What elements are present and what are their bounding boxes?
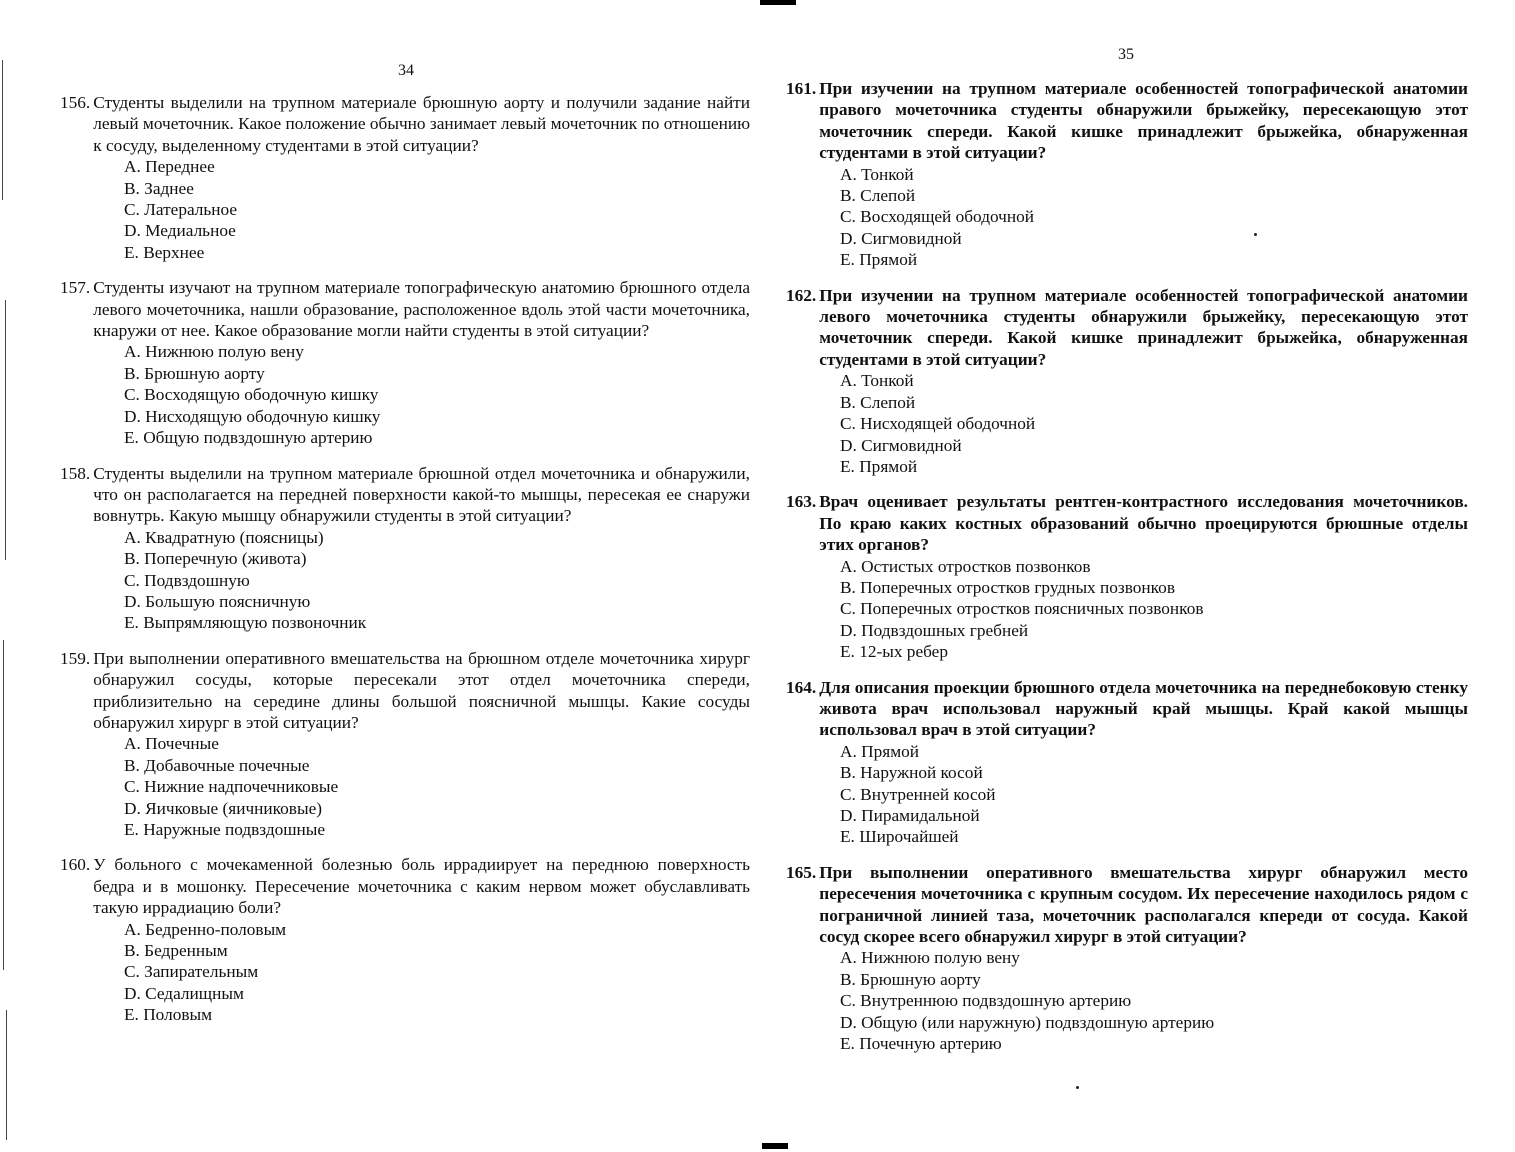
question-text: Студенты выделили на трупном материале брюшной отдел мочеточника и обнаружили, что он располагается на передней поверхности какой-то мышцы, пересекая ее снаружи вовнутрь. Какую мышцу обнаружили студенты в этой ситуации? [93, 463, 750, 526]
question-160 [60, 854, 750, 1025]
answer-option: D. Сигмовидной [840, 228, 962, 248]
question-number: 163. [786, 492, 817, 512]
question-number: 157. [60, 278, 91, 298]
answer-option: B. Слепой [840, 186, 916, 206]
answer-option: C. Нисходящей ободочной [840, 414, 1036, 434]
question-158 [60, 463, 750, 634]
question-text: При выполнении оперативного вмешательства на брюшном отделе мочеточника хирург обнаружил сосуды, которые пересекали этот отдел мочеточника спереди, приблизительно на середине длины большой поясничной мышцы. Какие сосуды обнаружил хирург в этой ситуации? [93, 648, 750, 732]
answer-option: E. Половым [124, 1005, 213, 1025]
question-164 [786, 677, 1468, 848]
answer-option: B. Поперечную (живота) [124, 549, 307, 569]
page-number: 35 [1118, 46, 1134, 63]
answer-option: C. Внутренней косой [840, 784, 996, 804]
question-163 [786, 491, 1468, 662]
question-162 [786, 285, 1468, 478]
answer-option: A. Тонкой [840, 164, 914, 184]
answer-option: B. Брюшную аорту [840, 969, 981, 989]
answer-option: D. Общую (или наружную) подвздошную артерию [840, 1012, 1215, 1032]
question-text: При изучении на трупном материале особенностей топографической анатомии правого мочеточника студенты обнаружили брыжейку, пересекающую этот мочеточник спереди. Какой кишке принадлежит брыжейка, обнаруженная студентами в этой ситуации? [819, 79, 1468, 163]
question-157 [60, 277, 750, 448]
answer-option: A. Переднее [124, 157, 215, 177]
scan-edge-line [2, 60, 3, 200]
answer-option: C. Нижние надпочечниковые [124, 777, 339, 797]
answer-option: A. Квадратную (поясницы) [124, 527, 324, 547]
answer-option: D. Пирамидальной [840, 806, 980, 825]
answer-option: A. Остистых отростков позвонков [840, 556, 1091, 576]
answer-list [60, 341, 750, 448]
answer-option: D. Яичковые (яичниковые) [124, 798, 322, 818]
question-text: Студенты выделили на трупном материале брюшную аорту и получили задание найти левый мочеточник. Какое положение обычно занимает левый мочеточник по отношению к сосуду, выделенному студентами в этой ситуации? [93, 93, 750, 155]
question-161 [786, 78, 1468, 271]
answer-list [60, 919, 750, 1026]
scan-edge-line [6, 1010, 7, 1140]
answer-option: B. Наружной косой [840, 763, 983, 783]
answer-option: D. Сигмовидной [840, 435, 962, 455]
answer-option: D. Большую поясничную [124, 591, 311, 611]
question-165 [786, 862, 1468, 1055]
answer-option: E. Наружные подвздошные [124, 820, 326, 839]
answer-option: D. Подвздошных гребней [840, 620, 1029, 640]
question-number: 159. [60, 648, 91, 668]
answer-list [786, 370, 1468, 477]
answer-list [786, 164, 1468, 271]
answer-option: C. Подвздошную [124, 570, 250, 590]
answer-option: A. Нижнюю полую вену [840, 948, 1020, 968]
page-number: 34 [398, 62, 414, 79]
answer-option: D. Седалищным [124, 983, 244, 1003]
answer-option: A. Почечные [124, 734, 219, 754]
answer-option: A. Бедренно-половым [124, 919, 287, 939]
answer-option: D. Медиальное [124, 221, 236, 241]
answer-option: B. Брюшную аорту [124, 363, 265, 383]
question-number: 161. [786, 79, 817, 98]
question-text: Врач оценивает результаты рентген-контрастного исследования мочеточников. По краю каких костных образований обычно проецируются брюшные отделы этих органов? [819, 492, 1468, 555]
answer-option: E. Общую подвздошную артерию [124, 428, 373, 448]
answer-list [60, 733, 750, 840]
answer-option: A. Нижнюю полую вену [124, 342, 304, 362]
question-list [786, 78, 1468, 1068]
question-156 [60, 92, 750, 263]
scan-edge-line [5, 300, 6, 560]
question-number: 165. [786, 862, 817, 882]
question-text: Студенты изучают на трупном материале топографическую анатомию брюшного отдела левого мочеточника, нашли образование, расположенное вдоль этой части мочеточника, кнаружи от нее. Какое образование могли найти студенты в этой ситуации? [93, 278, 750, 341]
answer-option: C. Внутреннюю подвздошную артерию [840, 991, 1132, 1011]
question-number: 164. [786, 677, 817, 697]
scan-mark-top [760, 0, 796, 5]
answer-option: B. Поперечных отростков грудных позвонков [840, 577, 1175, 597]
answer-option: C. Латеральное [124, 200, 238, 220]
answer-option: E. Почечную артерию [840, 1034, 1002, 1054]
question-number: 162. [786, 285, 817, 305]
answer-option: E. Прямой [840, 456, 918, 476]
answer-list [60, 156, 750, 263]
question-list [60, 92, 750, 1040]
answer-option: A. Тонкой [840, 371, 914, 391]
scan-speck [1076, 1086, 1079, 1089]
answer-option: C. Восходящую ободочную кишку [124, 385, 379, 405]
question-number: 156. [60, 93, 91, 112]
answer-option: E. Широчайшей [840, 827, 959, 847]
scan-mark-bottom [762, 1143, 788, 1149]
answer-option: E. Прямой [840, 250, 918, 270]
question-text: У больного с мочекаменной болезнью боль иррадиирует на переднюю поверхность бедра и в мошонку. Пересечение мочеточника с каким нервом может обуславливать такую иррадиацию боли? [93, 855, 750, 918]
scan-edge-line [3, 640, 4, 970]
answer-option: A. Прямой [840, 741, 920, 761]
answer-list [786, 741, 1468, 848]
question-text: При изучении на трупном материале особенностей топографической анатомии левого мочеточника студенты обнаружили брыжейку, пересекающую этот мочеточник спереди. Какой кишке принадлежит брыжейка, обнаруженная студентами в этой ситуации? [819, 285, 1468, 369]
answer-option: E. Верхнее [124, 242, 205, 262]
answer-option: B. Слепой [840, 392, 916, 412]
answer-option: B. Заднее [124, 178, 194, 198]
answer-option: E. Выпрямляющую позвоночник [124, 613, 367, 633]
answer-option: C. Запирательным [124, 962, 259, 982]
question-text: Для описания проекции брюшного отдела мочеточника на переднебоковую стенку живота врач использовал наружный край мышцы. Край какой мышцы использовал врач в этой ситуации? [819, 677, 1468, 740]
answer-option: B. Добавочные почечные [124, 755, 310, 775]
answer-list [786, 556, 1468, 663]
answer-option: E. 12-ых ребер [840, 642, 948, 662]
question-159 [60, 648, 750, 841]
question-number: 158. [60, 463, 91, 483]
answer-option: B. Бедренным [124, 941, 228, 961]
answer-list [786, 947, 1468, 1054]
answer-list [60, 527, 750, 634]
answer-option: D. Нисходящую ободочную кишку [124, 406, 381, 426]
answer-option: C. Восходящей ободочной [840, 207, 1035, 227]
answer-option: C. Поперечных отростков поясничных позвонков [840, 599, 1204, 619]
question-number: 160. [60, 855, 91, 875]
question-text: При выполнении оперативного вмешательства хирург обнаружил место пересечения мочеточника с крупным сосудом. Их пересечение находилось рядом с пограничной линией таза, мочеточник располагался кпереди от сосуда. Какой сосуд скорее всего обнаружил хирург в этой ситуации? [819, 862, 1468, 947]
